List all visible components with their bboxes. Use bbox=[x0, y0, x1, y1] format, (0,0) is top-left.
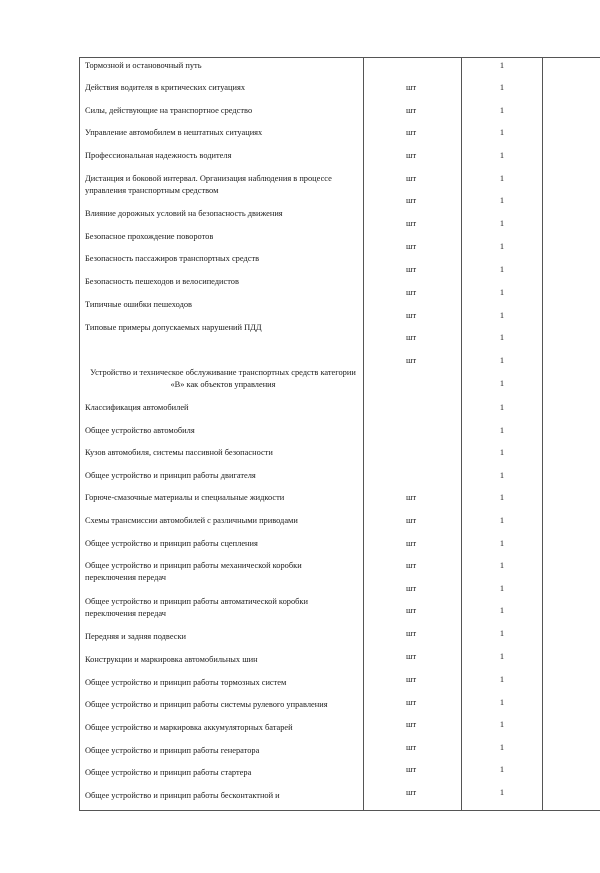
row-unit: шт bbox=[406, 311, 417, 320]
row-name: Кузов автомобиля, системы пассивной безопасности bbox=[85, 448, 273, 457]
row-name: Общее устройство и принцип работы бесконтактной и bbox=[85, 791, 280, 800]
row-qty: 1 bbox=[499, 698, 505, 707]
row-qty: 1 bbox=[499, 219, 505, 228]
row-unit: шт bbox=[406, 151, 417, 160]
row-name: Горюче-смазочные материалы и специальные жидкости bbox=[85, 493, 285, 502]
row-name: Общее устройство и принцип работы двигателя bbox=[85, 471, 256, 480]
row-qty: 1 bbox=[499, 584, 505, 593]
row-qty: 1 bbox=[499, 333, 505, 342]
column-divider bbox=[461, 57, 462, 810]
row-unit: шт bbox=[406, 788, 417, 797]
row-qty: 1 bbox=[499, 403, 505, 412]
row-qty: 1 bbox=[499, 242, 505, 251]
row-unit: шт bbox=[406, 561, 417, 570]
row-unit: шт bbox=[406, 720, 417, 729]
row-name: Профессиональная надежность водителя bbox=[85, 151, 232, 160]
row-qty: 1 bbox=[499, 83, 505, 92]
row-qty: 1 bbox=[499, 448, 505, 457]
row-qty: 1 bbox=[499, 174, 505, 183]
row-qty: 1 bbox=[499, 675, 505, 684]
row-name: Схемы трансмиссии автомобилей с различными приводами bbox=[85, 516, 298, 525]
row-name: Общее устройство и маркировка аккумуляторных батарей bbox=[85, 723, 293, 732]
row-name: Силы, действующие на транспортное средство bbox=[85, 106, 253, 115]
row-name: Типовые примеры допускаемых нарушений ПДД bbox=[85, 323, 262, 332]
row-unit: шт bbox=[406, 765, 417, 774]
row-qty: 1 bbox=[499, 106, 505, 115]
row-unit: шт bbox=[406, 606, 417, 615]
row-unit: шт bbox=[406, 493, 417, 502]
row-qty: 1 bbox=[499, 356, 505, 365]
row-unit: шт bbox=[406, 128, 417, 137]
row-qty: 1 bbox=[499, 265, 505, 274]
row-qty: 1 bbox=[499, 471, 505, 480]
row-qty: 1 bbox=[499, 379, 505, 388]
row-unit: шт bbox=[406, 174, 417, 183]
row-unit: шт bbox=[406, 698, 417, 707]
row-name: Конструкции и маркировка автомобильных шин bbox=[85, 655, 258, 664]
row-name: Общее устройство автомобиля bbox=[85, 426, 195, 435]
row-name: Общее устройство и принцип работы механической коробки переключения передач bbox=[85, 561, 302, 582]
row-name: Дистанция и боковой интервал. Организация наблюдения в процессе управления транспортным средством bbox=[85, 174, 332, 195]
row-qty: 1 bbox=[499, 539, 505, 548]
row-unit: шт bbox=[406, 196, 417, 205]
row-qty: 1 bbox=[499, 765, 505, 774]
row-qty: 1 bbox=[499, 128, 505, 137]
row-qty: 1 bbox=[499, 151, 505, 160]
section-heading: Устройство и техническое обслуживание транспортных средств категории «В» как объектов управления bbox=[90, 368, 356, 389]
row-name: Общее устройство и принцип работы сцепления bbox=[85, 539, 258, 548]
row-unit: шт bbox=[406, 539, 417, 548]
row-qty: 1 bbox=[499, 426, 505, 435]
row-unit: шт bbox=[406, 333, 417, 342]
row-name: Общее устройство и принцип работы стартера bbox=[85, 768, 252, 777]
row-unit: шт bbox=[406, 288, 417, 297]
row-name: Общее устройство и принцип работы генератора bbox=[85, 746, 260, 755]
row-unit: шт bbox=[406, 516, 417, 525]
row-name: Общее устройство и принцип работы системы рулевого управления bbox=[85, 700, 328, 709]
row-unit: шт bbox=[406, 675, 417, 684]
row-unit: шт bbox=[406, 356, 417, 365]
row-name: Тормозной и остановочный путь bbox=[85, 61, 202, 70]
row-name: Безопасность пешеходов и велосипедистов bbox=[85, 277, 239, 286]
row-name: Общее устройство и принцип работы тормозных систем bbox=[85, 678, 287, 687]
row-qty: 1 bbox=[499, 196, 505, 205]
row-unit: шт bbox=[406, 242, 417, 251]
row-unit: шт bbox=[406, 584, 417, 593]
row-unit: шт bbox=[406, 83, 417, 92]
row-qty: 1 bbox=[499, 629, 505, 638]
row-unit: шт bbox=[406, 629, 417, 638]
row-qty: 1 bbox=[499, 61, 505, 70]
row-unit: шт bbox=[406, 219, 417, 228]
row-name: Безопасность пассажиров транспортных средств bbox=[85, 254, 260, 263]
column-divider bbox=[363, 57, 364, 810]
row-unit: шт bbox=[406, 106, 417, 115]
row-qty: 1 bbox=[499, 743, 505, 752]
row-name: Действия водителя в критических ситуациях bbox=[85, 83, 246, 92]
row-unit: шт bbox=[406, 652, 417, 661]
row-name: Влияние дорожных условий на безопасность движения bbox=[85, 209, 283, 218]
row-name: Управление автомобилем в нештатных ситуациях bbox=[85, 128, 263, 137]
row-unit: шт bbox=[406, 265, 417, 274]
row-qty: 1 bbox=[499, 516, 505, 525]
row-qty: 1 bbox=[499, 288, 505, 297]
row-name: Общее устройство и принцип работы автоматической коробки переключения передач bbox=[85, 597, 308, 618]
row-qty: 1 bbox=[499, 561, 505, 570]
row-name: Типичные ошибки пешеходов bbox=[85, 300, 192, 309]
row-qty: 1 bbox=[499, 788, 505, 797]
row-name: Безопасное прохождение поворотов bbox=[85, 232, 214, 241]
row-unit: шт bbox=[406, 743, 417, 752]
row-qty: 1 bbox=[499, 652, 505, 661]
row-qty: 1 bbox=[499, 606, 505, 615]
column-divider bbox=[542, 57, 543, 810]
row-qty: 1 bbox=[499, 720, 505, 729]
row-name: Передняя и задняя подвески bbox=[85, 632, 187, 641]
row-name: Классификация автомобилей bbox=[85, 403, 189, 412]
row-qty: 1 bbox=[499, 311, 505, 320]
row-qty: 1 bbox=[499, 493, 505, 502]
